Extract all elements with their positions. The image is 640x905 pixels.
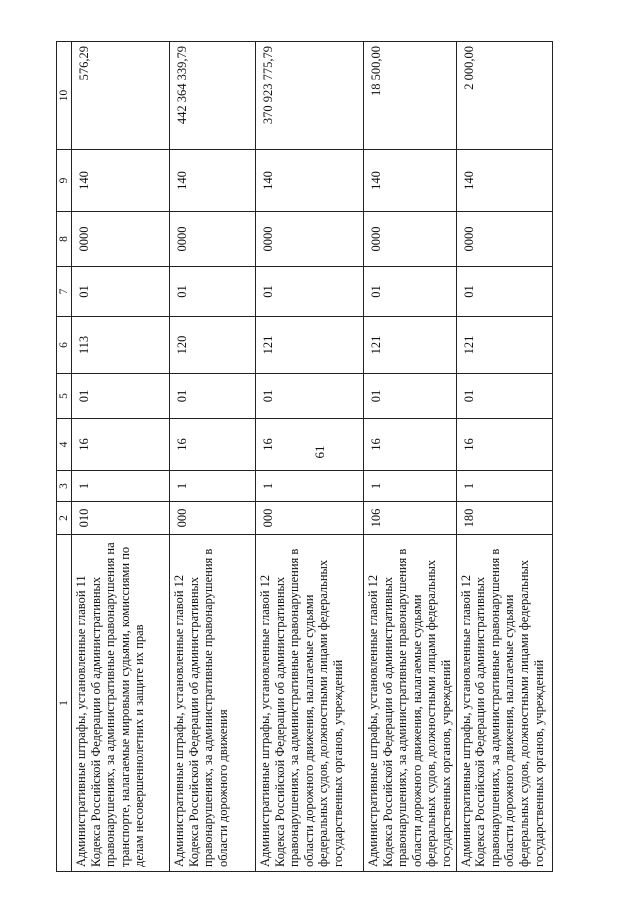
column-header: 2 xyxy=(57,502,72,535)
amount-cell: 576,29 xyxy=(72,42,170,150)
table-row xyxy=(72,42,170,872)
page-number: 61 xyxy=(312,445,327,459)
code-cell: 180 xyxy=(456,502,552,535)
code-cell: 0000 xyxy=(170,212,256,267)
column-header: 8 xyxy=(57,212,72,267)
column-header: 5 xyxy=(57,374,72,419)
code-cell: 01 xyxy=(364,267,457,317)
amount-cell: 442 364 339,79 xyxy=(170,42,256,150)
code-cell: 121 xyxy=(456,317,552,374)
code-cell: 000 xyxy=(170,502,256,535)
code-cell: 16 xyxy=(256,419,364,471)
code-cell: 140 xyxy=(72,150,170,212)
table-row xyxy=(364,42,457,872)
code-cell: 106 xyxy=(364,502,457,535)
amount-cell: 370 923 775,79 xyxy=(256,42,364,150)
row-description: Административные штрафы, установленные главой 12 Кодекса Российской Федерации об административных правонарушениях, за административные правонарушения в области дорожного движения, налагаемые судьями федеральных судов, должностными лицами федеральных государственных органов, учреждений xyxy=(364,535,457,872)
column-number-row xyxy=(57,42,72,872)
table-row xyxy=(170,42,256,872)
rotated-table-container xyxy=(56,42,548,872)
code-cell: 01 xyxy=(72,374,170,419)
amount-cell: 2 000,00 xyxy=(456,42,552,150)
code-cell: 1 xyxy=(72,471,170,502)
code-cell: 010 xyxy=(72,502,170,535)
column-header: 3 xyxy=(57,471,72,502)
code-cell: 121 xyxy=(256,317,364,374)
code-cell: 16 xyxy=(456,419,552,471)
row-description: Административные штрафы, установленные главой 12 Кодекса Российской Федерации об административных правонарушениях, за административные правонарушения в области дорожного движения xyxy=(170,535,256,872)
column-header: 4 xyxy=(57,419,72,471)
code-cell: 16 xyxy=(364,419,457,471)
code-cell: 01 xyxy=(364,374,457,419)
code-cell: 121 xyxy=(364,317,457,374)
code-cell: 000 xyxy=(256,502,364,535)
code-cell: 140 xyxy=(456,150,552,212)
column-header: 9 xyxy=(57,150,72,212)
table-row xyxy=(256,42,364,872)
code-cell: 140 xyxy=(364,150,457,212)
code-cell: 01 xyxy=(456,267,552,317)
code-cell: 0000 xyxy=(256,212,364,267)
column-header: 10 xyxy=(57,42,72,150)
code-cell: 16 xyxy=(170,419,256,471)
column-header: 7 xyxy=(57,267,72,317)
code-cell: 120 xyxy=(170,317,256,374)
code-cell: 113 xyxy=(72,317,170,374)
amount-cell: 18 500,00 xyxy=(364,42,457,150)
code-cell: 0000 xyxy=(364,212,457,267)
code-cell: 1 xyxy=(256,471,364,502)
row-description: Административные штрафы, установленные главой 11 Кодекса Российской Федерации об административных правонарушениях, за административные правонарушения на транспорте, налагаемые мировыми судьями, комиссиями по делам несовершеннолетних и защите их прав xyxy=(72,535,170,872)
code-cell: 0000 xyxy=(72,212,170,267)
code-cell: 140 xyxy=(256,150,364,212)
column-header: 6 xyxy=(57,317,72,374)
code-cell: 01 xyxy=(170,267,256,317)
row-description: Административные штрафы, установленные главой 12 Кодекса Российской Федерации об административных правонарушениях, за административные правонарушения в области дорожного движения, налагаемые судьями федеральных судов, должностными лицами федеральных государственных органов, учреждений xyxy=(256,535,364,872)
code-cell: 1 xyxy=(364,471,457,502)
code-cell: 140 xyxy=(170,150,256,212)
code-cell: 01 xyxy=(72,267,170,317)
code-cell: 16 xyxy=(72,419,170,471)
code-cell: 1 xyxy=(170,471,256,502)
column-header: 1 xyxy=(57,535,72,872)
code-cell: 0000 xyxy=(456,212,552,267)
code-cell: 01 xyxy=(170,374,256,419)
code-cell: 1 xyxy=(456,471,552,502)
code-cell: 01 xyxy=(256,267,364,317)
row-description: Административные штрафы, установленные главой 12 Кодекса Российской Федерации об административных правонарушениях, за административные правонарушения в области дорожного движения, налагаемые судьями федеральных судов, должностными лицами федеральных государственных органов, учреждений xyxy=(456,535,552,872)
table-row xyxy=(456,42,552,872)
budget-codes-table xyxy=(56,41,553,872)
code-cell: 01 xyxy=(456,374,552,419)
code-cell: 01 xyxy=(256,374,364,419)
